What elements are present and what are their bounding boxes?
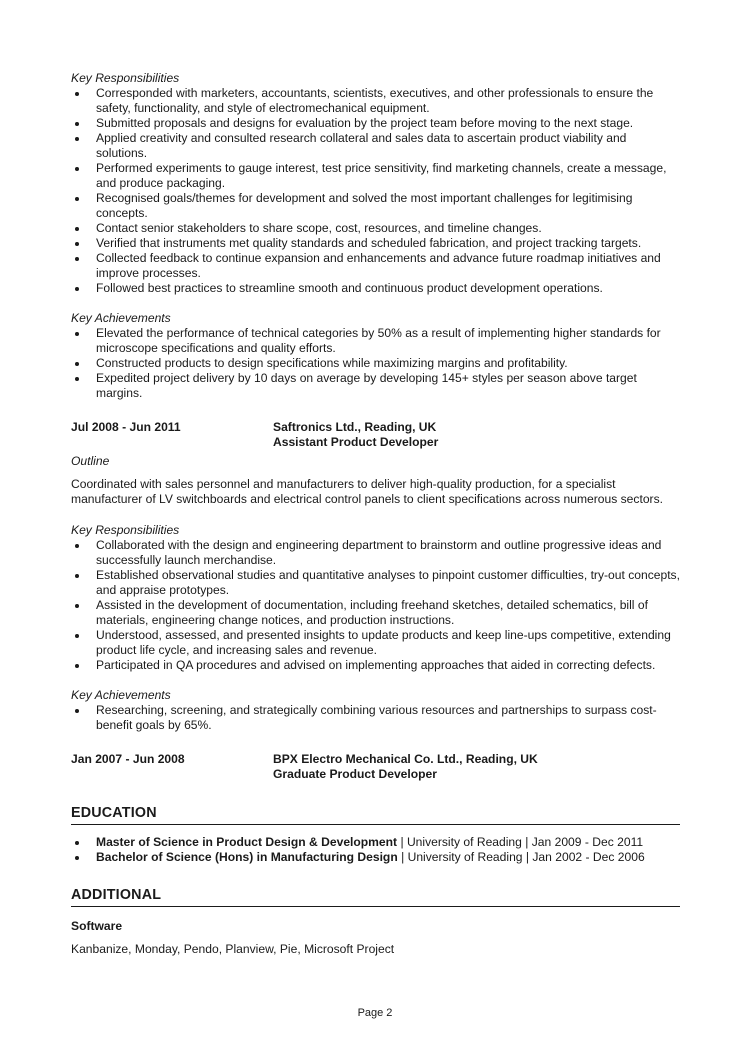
list-item: Collected feedback to continue expansion and enhancements and advance future roadmap initiatives and improve processes.	[71, 251, 680, 281]
list-item: Contact senior stakeholders to share scope, cost, resources, and timeline changes.	[71, 221, 680, 236]
list-item: Elevated the performance of technical categories by 50% as a result of implementing higher standards for microscope specifications and quality efforts.	[71, 326, 680, 356]
responsibilities-list	[71, 538, 680, 673]
job-company: BPX Electro Mechanical Co. Ltd., Reading, UK	[273, 752, 538, 766]
list-item: Collaborated with the design and engineering department to brainstorm and outline progressive ideas and successfully launch merchandise.	[71, 538, 680, 568]
job-company: Saftronics Ltd., Reading, UK	[273, 420, 437, 434]
list-item	[71, 835, 680, 850]
achievements-list	[71, 326, 680, 401]
list-item: Verified that instruments met quality standards and scheduled fabrication, and project tracking targets.	[71, 236, 680, 251]
education-list	[71, 835, 680, 865]
list-item: Recognised goals/themes for development and solved the most important challenges for legitimising concepts.	[71, 191, 680, 221]
resume-page	[71, 71, 680, 957]
outline-text: Coordinated with sales personnel and manufacturers to deliver high-quality production, for a specialist manufacturer of LV switchboards and electrical control panels to client specifications across numerous sectors.	[71, 477, 663, 506]
job-header	[71, 752, 680, 782]
degree-details: | University of Reading | Jan 2009 - Dec 2011	[397, 835, 644, 849]
outline-heading: Outline	[71, 454, 110, 468]
list-item: Followed best practices to streamline smooth and continuous product development operations.	[71, 281, 680, 296]
achievements-list	[71, 703, 680, 733]
list-item: Constructed products to design specifications while maximizing margins and profitability.	[71, 356, 680, 371]
responsibilities-heading: Key Responsibilities	[71, 523, 180, 537]
list-item: Submitted proposals and designs for evaluation by the project team before moving to the next stage.	[71, 116, 680, 131]
list-item: Assisted in the development of documentation, including freehand sketches, detailed schematics, bill of materials, engineering change notices, and production instructions.	[71, 598, 680, 628]
degree-details: | University of Reading | Jan 2002 - Dec 2006	[397, 850, 645, 864]
list-item	[71, 850, 680, 865]
software-heading: Software	[71, 919, 123, 933]
achievements-heading: Key Achievements	[71, 688, 171, 702]
list-item: Established observational studies and quantitative analyses to pinpoint customer difficulties, try-out concepts, and appraise prototypes.	[71, 568, 680, 598]
list-item: Expedited project delivery by 10 days on average by developing 145+ styles per season above target margins.	[71, 371, 680, 401]
additional-heading: ADDITIONAL	[71, 886, 680, 907]
list-item: Researching, screening, and strategically combining various resources and partnerships to surpass cost-benefit goals by 65%.	[71, 703, 680, 733]
list-item: Understood, assessed, and presented insights to update products and keep line-ups competitive, extending product life cycle, and increasing sales and revenue.	[71, 628, 680, 658]
job-title: Graduate Product Developer	[273, 767, 437, 781]
list-item: Participated in QA procedures and advised on implementing approaches that aided in correcting defects.	[71, 658, 680, 673]
list-item: Performed experiments to gauge interest, test price sensitivity, find marketing channels, create a message, and produce packaging.	[71, 161, 680, 191]
list-item: Applied creativity and consulted research collateral and sales data to ascertain product viability and solutions.	[71, 131, 680, 161]
software-list: Kanbanize, Monday, Pendo, Planview, Pie, Microsoft Project	[71, 942, 395, 956]
responsibilities-list	[71, 86, 680, 296]
job-dates: Jan 2007 - Jun 2008	[71, 752, 185, 766]
job-title: Assistant Product Developer	[273, 435, 439, 449]
list-item: Corresponded with marketers, accountants, scientists, executives, and other professionals to ensure the safety, functionality, and style of electromechanical equipment.	[71, 86, 680, 116]
degree-name: Master of Science in Product Design & Development	[96, 835, 398, 849]
responsibilities-heading: Key Responsibilities	[71, 71, 180, 85]
degree-name: Bachelor of Science (Hons) in Manufacturing Design	[96, 850, 398, 864]
education-heading: EDUCATION	[71, 804, 680, 825]
job-header	[71, 420, 680, 450]
job-dates: Jul 2008 - Jun 2011	[71, 420, 181, 434]
achievements-heading: Key Achievements	[71, 311, 171, 325]
page-number: Page 2	[357, 1007, 393, 1019]
